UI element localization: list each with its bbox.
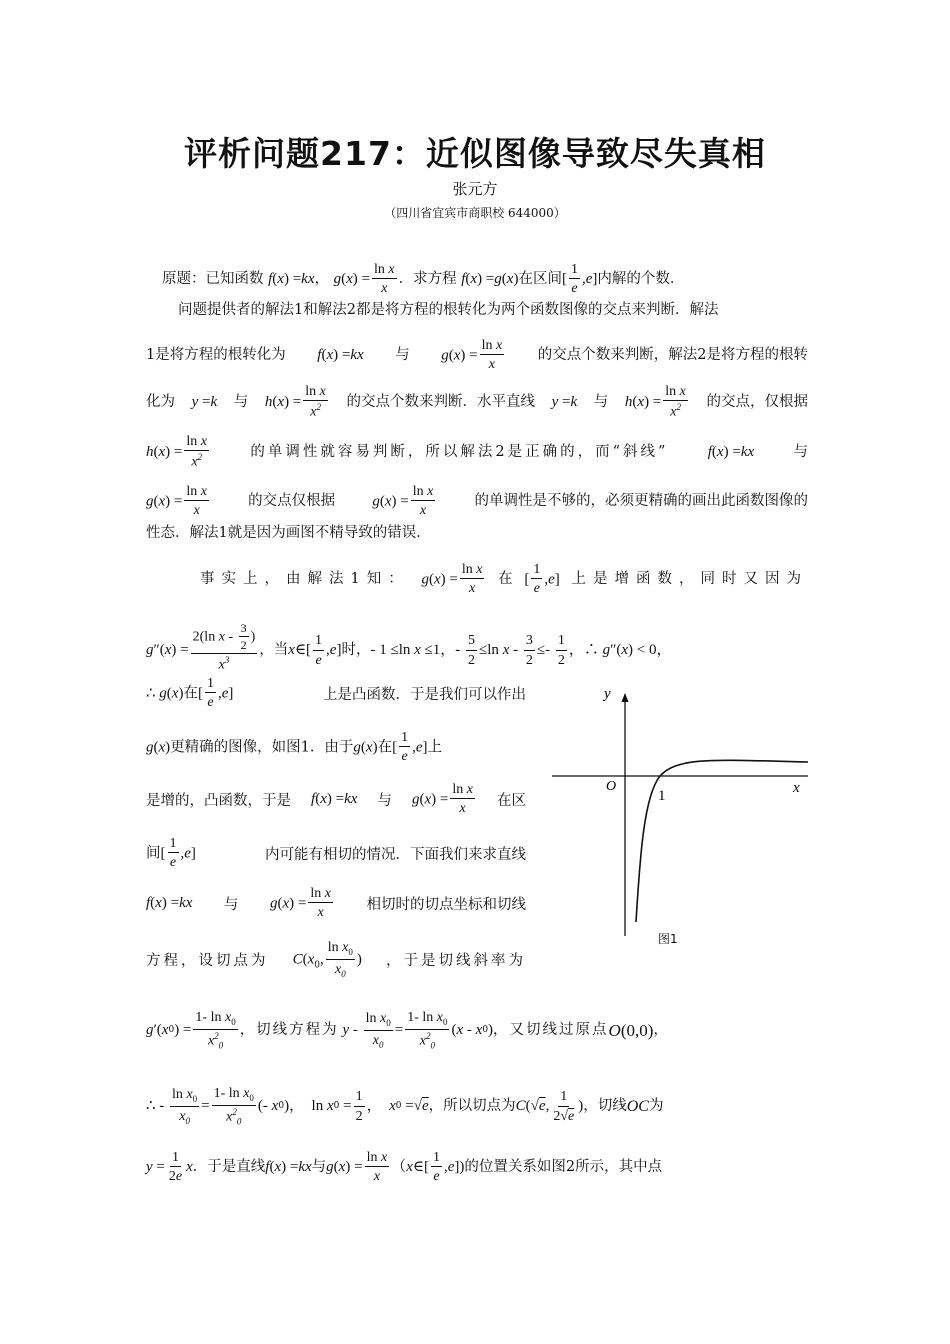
x-axis-label: x bbox=[793, 780, 800, 796]
paragraph-line: 事实上，由解法1知： g(x) = $\frac{\text{ln x}}{x}$ 在 [ $\frac{1}{e}$ ,e] 上是增函数，同时又因为 bbox=[200, 562, 808, 597]
y-axis-label: y bbox=[604, 686, 611, 702]
paragraph-line: ∴ - $\frac{\ln x_0}{x_0}$ = $\frac{1- \ln x_0}{x^2_0}$ (- x 0 )， ln x 0 = $\frac{1}{2}$ ， x 0 =√ e ，所以切点为 C (√ e , $\frac{1}{2√e}$ ) ，切线 OC 为 bbox=[146, 1086, 664, 1127]
paragraph-line: ∴ g(x)在[ $\frac{1}{e}$ ,e] 上是凸函数．于是我们可以作出 bbox=[146, 676, 526, 711]
problem-statement: 原题：已知函数 f ( x ) = kx ， g ( x ) = $\frac{\text{ln x}}{x}$ ．求方程 f ( x ) = g ( x ) 在区间 [ $\frac{1}{e}$ , e ] 内解的个数． bbox=[162, 262, 685, 297]
author-affiliation: （四川省宜宾市商职校 644000） bbox=[384, 206, 566, 220]
paragraph-line: 是增的，凸函数，于是 f(x) =kx 与 g(x) = $\frac{\text{ln x}}{x}$ 在区 bbox=[146, 782, 526, 817]
origin-label: O bbox=[606, 779, 617, 794]
paragraph-line: 间[ $\frac{1}{e}$ ,e] 内可能有相切的情况．下面我们来求直线 bbox=[146, 836, 526, 871]
paragraph-line: 问题提供者的解法1和解法2都是将方程的根转化为两个函数图像的交点来判断．解法 bbox=[178, 302, 719, 318]
paragraph-line: 化为 y =k 与 h(x) = $\frac{\text{ln x}}{x^2}$ 的交点个数来判断．水平直线 y =k 与 h(x) = $\frac{\text{ln x}}{x^2}$ 的交点，仅根据 bbox=[146, 384, 808, 421]
paragraph-line: f(x) =kx 与 g(x) = $\frac{\text{ln x}}{x}$ 相切时的切点坐标和切线 bbox=[146, 886, 526, 921]
paragraph-line: 1是将方程的根转化为 f(x) =kx 与 g(x) = $\frac{\text{ln x}}{x}$ 的交点个数来判断，解法2是将方程的根转 bbox=[146, 338, 808, 373]
figure-caption: 图1 bbox=[658, 932, 678, 946]
figure-1-graph bbox=[548, 686, 814, 950]
paragraph-line: g(x)更精确的图像，如图1．由于g(x)在[ $\frac{1}{e}$ ,e]上 bbox=[146, 730, 442, 765]
paragraph-line: g″(x) = 2(ln x - $\frac{3}{2}$ ) $x^3$ ，当 x ∈[ $\frac{1}{e}$ , e ] 时， - 1 ≤ln x ≤1，- $\frac{5}{2}$ ≤ln x - $\frac{3}{2}$ ≤- $\frac{1}{2}$ ，∴ g ″( x ) < 0， bbox=[146, 621, 672, 674]
page-title: 评析问题217：近似图像导致尽失真相 bbox=[184, 134, 766, 173]
paragraph-line: 性态．解法1就是因为画图不精导致的错误． bbox=[146, 525, 431, 541]
tick-label-1: 1 bbox=[658, 788, 666, 804]
paragraph-line: 方程，设切点为 $C(x_0$, $\frac{\ln x_0}{x_0}$ ) ，于是切线斜率为 bbox=[146, 940, 526, 979]
paragraph-line: g ′( x 0 ) = $\frac{1- \ln x_0}{x^2_0}$ ，切线方程为 y - $\frac{\ln x_0}{x_0}$ = $\frac{1- \ln x_0}{x^2_0}$ ( x - x 0 ) ，又切线过原点 O (0,0) ， bbox=[146, 1010, 668, 1051]
author-name: 张元方 bbox=[452, 180, 498, 198]
paragraph-line: g(x) = $\frac{\text{ln x}}{x}$ 的交点仅根据 g(x) = $\frac{\text{ln x}}{x}$ 的单调性是不够的，必须更精确的画出此函数图像的 bbox=[146, 484, 808, 519]
paragraph-line: h(x) = $\frac{\text{ln x}}{x^2}$ 的单调性就容易判断，所以解法2是正确的，而“斜线” f(x) =kx 与 bbox=[146, 434, 808, 471]
function-curve bbox=[636, 760, 808, 922]
paragraph-line: y = $\frac{1}{2e}$ x ．于是直线 f ( x ) = kx 与 g ( x ) = $\frac{\text{ln x}}{x}$ （ x ∈[ $\frac{1}{e}$ , e ]) 的位置关系如图2所示，其中点 bbox=[146, 1150, 663, 1185]
